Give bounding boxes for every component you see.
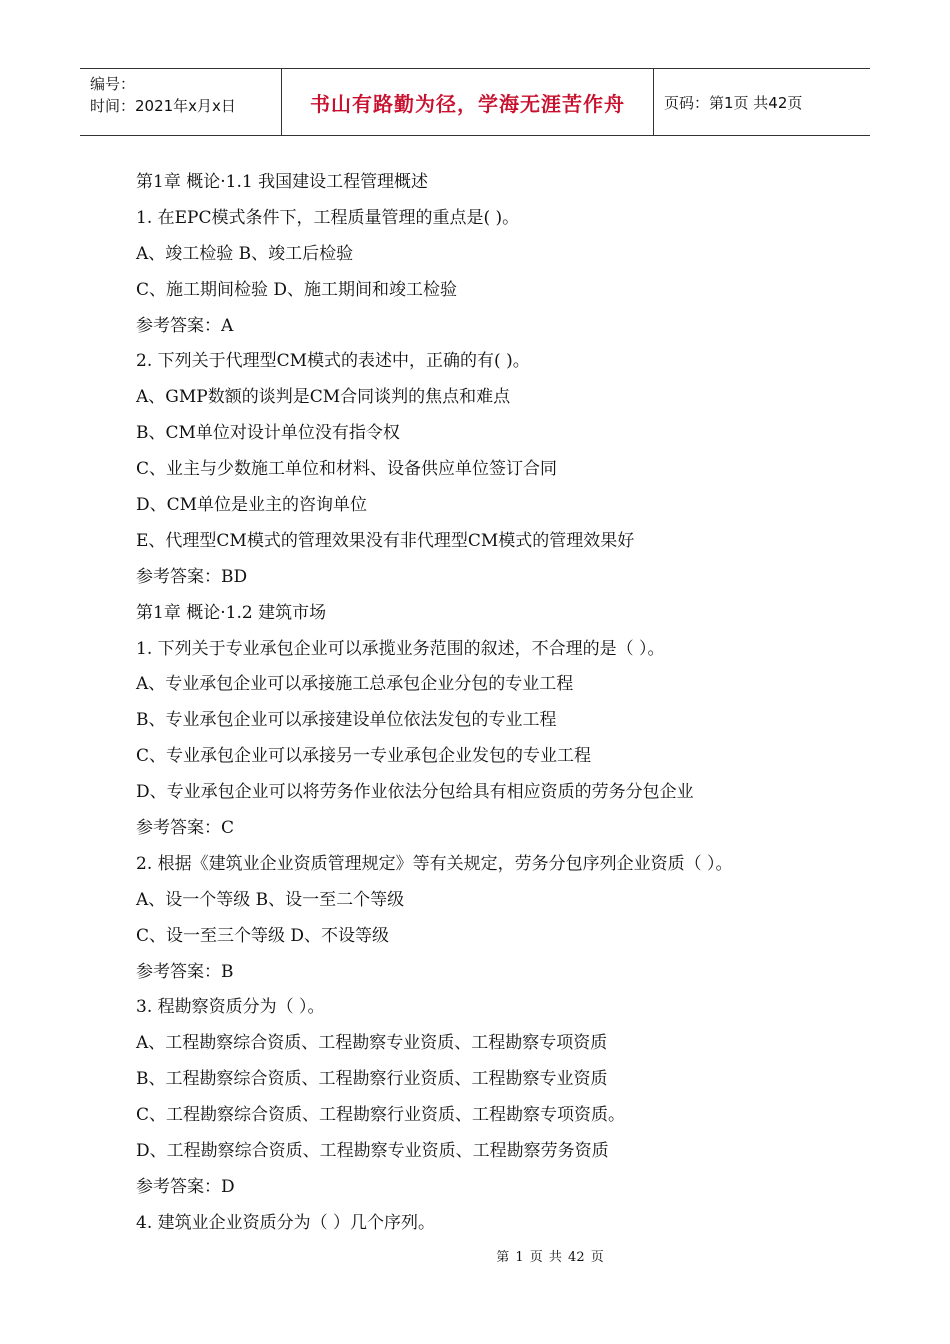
- body-line: 4. 建筑业企业资质分为（ ）几个序列。: [136, 1212, 436, 1233]
- body-line: 参考答案：A: [136, 315, 234, 336]
- header-motto: 书山有路勤为径，学海无涯苦作舟: [310, 91, 625, 116]
- body-line: C、专业承包企业可以承接另一专业承包企业发包的专业工程: [136, 746, 592, 767]
- document-body: [136, 168, 876, 1245]
- body-line: D、CM单位是业主的咨询单位: [136, 495, 368, 516]
- body-line: E、代理型CM模式的管理效果没有非代理型CM模式的管理效果好: [136, 530, 635, 551]
- header-page-info: 页码：第1页 共42页: [664, 93, 803, 112]
- body-line: D、专业承包企业可以将劳务作业依法分包给具有相应资质的劳务分包企业: [136, 782, 694, 803]
- body-line: 2. 根据《建筑业企业资质管理规定》等有关规定，劳务分包序列企业资质（ ）。: [136, 853, 733, 874]
- body-line: A、竣工检验 B、竣工后检验: [136, 243, 354, 264]
- body-line: A、专业承包企业可以承接施工总承包企业分包的专业工程: [136, 674, 574, 695]
- document-time-label: 时间：2021年x月x日: [90, 97, 236, 115]
- body-line: B、工程勘察综合资质、工程勘察行业资质、工程勘察专业资质: [136, 1069, 608, 1090]
- body-line: D、工程勘察综合资质、工程勘察专业资质、工程勘察劳务资质: [136, 1141, 609, 1162]
- body-line: 第1章 概论·1.2 建筑市场: [136, 602, 327, 623]
- document-number-label: 编号：: [90, 75, 136, 93]
- header-table: [80, 68, 870, 136]
- body-line: C、业主与少数施工单位和材料、设备供应单位签订合同: [136, 459, 558, 480]
- header-middle-cell: [282, 69, 654, 135]
- body-line: C、设一至三个等级 D、不设等级: [136, 925, 390, 946]
- body-line: C、施工期间检验 D、施工期间和竣工检验: [136, 279, 458, 300]
- page-footer: 第 1 页 共 42 页: [496, 1250, 604, 1265]
- body-line: C、工程勘察综合资质、工程勘察行业资质、工程勘察专项资质。: [136, 1105, 626, 1126]
- body-line: 1. 在EPC模式条件下，工程质量管理的重点是( )。: [136, 207, 520, 228]
- body-line: 第1章 概论·1.1 我国建设工程管理概述: [136, 172, 429, 192]
- body-line: 1. 下列关于专业承包企业可以承揽业务范围的叙述，不合理的是（ ）。: [136, 638, 665, 659]
- body-line: 参考答案：C: [136, 818, 235, 839]
- body-line: A、GMP数额的谈判是CM合同谈判的焦点和难点: [136, 387, 511, 408]
- body-line: 参考答案：D: [136, 1176, 235, 1197]
- body-line: A、设一个等级 B、设一至二个等级: [136, 889, 405, 910]
- body-line: 参考答案：B: [136, 961, 234, 982]
- body-line: B、专业承包企业可以承接建设单位依法发包的专业工程: [136, 710, 557, 731]
- body-line: 2. 下列关于代理型CM模式的表述中，正确的有( )。: [136, 351, 530, 372]
- header-right-cell: [654, 69, 870, 135]
- body-line: B、CM单位对设计单位没有指令权: [136, 423, 400, 444]
- header-left-cell: [80, 69, 282, 135]
- body-line: A、工程勘察综合资质、工程勘察专业资质、工程勘察专项资质: [136, 1033, 608, 1054]
- body-line: 参考答案：BD: [136, 566, 248, 587]
- body-line: 3. 程勘察资质分为（ ）。: [136, 997, 325, 1018]
